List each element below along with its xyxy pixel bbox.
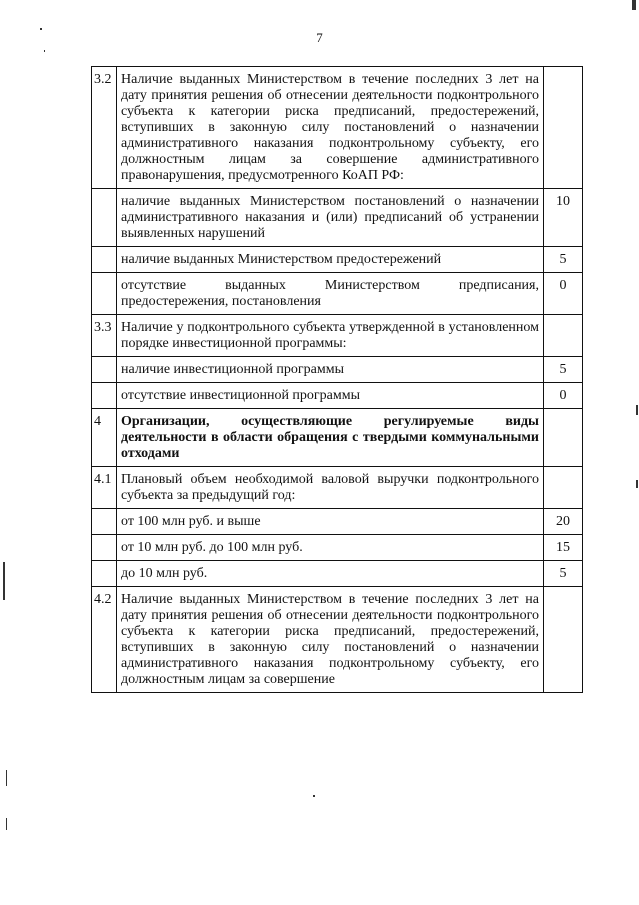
criteria-text-cell: Наличие выданных Министерством в течение последних 3 лет на дату принятия решения об отнесении деятельности подконтрольного субъекта к категории риска предписаний, предостережений, вступивших в законную силу постановлений о назначении административного наказания подконтрольному субъекту, его должностным лицам за совершение [117,587,544,693]
criteria-text-cell: до 10 млн руб. [117,561,544,587]
scan-mark [40,28,42,30]
criteria-row [92,535,583,561]
risk-criteria-table [91,66,583,693]
criteria-text-cell: отсутствие инвестиционной программы [117,383,544,409]
criteria-score-cell: 5 [544,247,583,273]
criteria-number-cell [92,383,117,409]
criteria-text-cell: наличие инвестиционной программы [117,357,544,383]
criteria-text-cell: отсутствие выданных Министерством предписания, предостережения, постановления [117,273,544,315]
criteria-text-cell: наличие выданных Министерством постановлений о назначении административного наказания и (или) предписаний об устранении выявленных нарушений [117,189,544,247]
criteria-text-cell: Наличие у подконтрольного субъекта утвержденной в установленном порядке инвестиционной программы: [117,315,544,357]
criteria-score-cell: 5 [544,561,583,587]
criteria-score-cell: 5 [544,357,583,383]
criteria-number-cell [92,561,117,587]
criteria-number-cell [92,357,117,383]
criteria-text-cell: Наличие выданных Министерством в течение последних 3 лет на дату принятия решения об отнесении деятельности подконтрольного субъекта к категории риска предписаний, предостережений, вступивших в законную силу постановлений о назначении административного наказания подконтрольному субъекту, его должностным лицам за совершение административного правонарушения, предусмотренного КоАП РФ: [117,67,544,189]
criteria-text-cell: Организации, осуществляющие регулируемые виды деятельности в области обращения с твердыми коммунальными отходами [117,409,544,467]
criteria-score-cell: 0 [544,383,583,409]
criteria-number-cell [92,189,117,247]
criteria-number-cell [92,535,117,561]
criteria-text-cell: Плановый объем необходимой валовой выручки подконтрольного субъекта за предыдущий год: [117,467,544,509]
criteria-row [92,409,583,467]
criteria-row [92,467,583,509]
scan-mark [636,405,638,415]
criteria-row [92,273,583,315]
criteria-row [92,561,583,587]
scan-mark [632,0,636,10]
criteria-score-cell [544,467,583,509]
criteria-number-cell: 3.2 [92,67,117,189]
criteria-row [92,383,583,409]
criteria-score-cell: 20 [544,509,583,535]
criteria-row [92,315,583,357]
scan-mark [6,818,7,830]
criteria-number-cell [92,247,117,273]
scan-mark [3,562,5,600]
scan-mark [6,770,7,786]
criteria-text-cell: от 100 млн руб. и выше [117,509,544,535]
criteria-score-cell [544,409,583,467]
criteria-score-cell: 0 [544,273,583,315]
criteria-number-cell: 4 [92,409,117,467]
criteria-text-cell: наличие выданных Министерством предостережений [117,247,544,273]
criteria-row [92,189,583,247]
criteria-score-cell: 15 [544,535,583,561]
criteria-score-cell [544,67,583,189]
scan-mark [636,480,638,488]
criteria-number-cell [92,509,117,535]
criteria-table-body [92,67,583,693]
criteria-row [92,357,583,383]
criteria-row [92,509,583,535]
page-number: 7 [316,30,323,45]
criteria-row [92,67,583,189]
criteria-score-cell: 10 [544,189,583,247]
criteria-text-cell: от 10 млн руб. до 100 млн руб. [117,535,544,561]
criteria-score-cell [544,587,583,693]
criteria-row [92,247,583,273]
criteria-number-cell: 3.3 [92,315,117,357]
criteria-score-cell [544,315,583,357]
criteria-number-cell: 4.2 [92,587,117,693]
scan-mark [44,50,45,52]
criteria-row [92,587,583,693]
criteria-number-cell: 4.1 [92,467,117,509]
scan-mark [313,795,315,797]
criteria-number-cell [92,273,117,315]
